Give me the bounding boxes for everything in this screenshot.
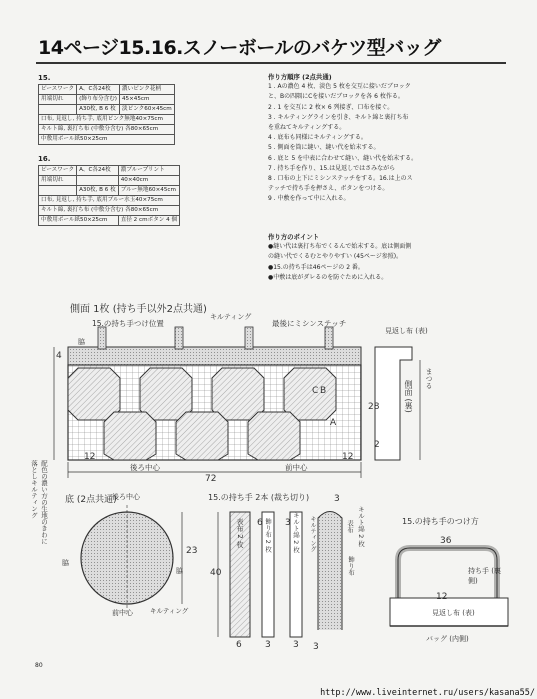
cell: 40×40cm xyxy=(118,175,179,185)
dim-2: 2 xyxy=(374,440,380,450)
attach-dim-12: 12 xyxy=(436,592,448,602)
step-line: 1 . Aの濃色 4 枚、淡色 5 枚を交互に接いだブロック xyxy=(268,83,411,91)
last-stitch-label: 最後にミシンステッチ xyxy=(272,319,347,328)
cell: 口布, 見返し, 持ち手, 底用ピンク無地40×75cm xyxy=(39,114,175,124)
cell: A30枚, B 6 枚 xyxy=(77,104,120,114)
cell: A、C各24枚 xyxy=(77,166,119,176)
step-line: を重ねてキルティングする。 xyxy=(268,124,346,132)
attach-heading: 15.の持ち手のつけ方 xyxy=(402,517,479,526)
dim-3c: 3 xyxy=(334,494,340,504)
handle-assembled xyxy=(318,512,342,631)
cell: 直径 2 cmボタン 4 個 xyxy=(118,215,179,225)
dim-28: 28 xyxy=(368,402,380,412)
waki-label: 脇 xyxy=(78,338,85,346)
attach-handle-back: 持ち手 (裏側) xyxy=(468,567,501,585)
cell: 用端切れ xyxy=(39,175,77,185)
step-line: 3 . キルティングラインを引き、キルト綿と裏打ち布 xyxy=(268,113,409,121)
dim-3e: 3 xyxy=(313,642,319,652)
snowball-block xyxy=(212,368,264,420)
cell: 中敷用ボール紙50×25cm xyxy=(39,134,175,144)
handle-tab xyxy=(245,327,253,349)
snowball-block xyxy=(140,368,192,420)
side-heading: 側面 1枚 (持ち手以外2点共通) xyxy=(70,304,207,315)
handle-kiruto2: キルト綿 2 枚 xyxy=(357,506,365,547)
dim-3b: 3 xyxy=(293,640,299,650)
step-line: 9 . 中敷を作って中に入れる。 xyxy=(268,195,350,203)
handle-omote: 表布 2 枚 xyxy=(236,518,244,548)
block-b-label: B xyxy=(320,386,327,396)
cell: 口布, 見返し, 持ち手, 底用ブルー水玉40×75cm xyxy=(39,195,180,205)
step-line: 5 . 側面を筒に縫い、縫い代を始末する。 xyxy=(268,144,380,152)
handle-tab xyxy=(98,327,106,349)
bottom-front-center: 前中心 xyxy=(112,609,133,617)
attach-facing-label: 見返し布 (表) xyxy=(432,609,475,617)
source-url[interactable]: http://www.liveinternet.ru/users/kasana55/ xyxy=(320,688,535,698)
cell: ブルー無地60×45cm xyxy=(118,185,179,195)
dim-36: 36 xyxy=(440,536,452,546)
handle-kazari: 飾り布 2 枚 xyxy=(264,518,272,553)
handle-tab xyxy=(325,327,333,349)
section-16-label: 16. xyxy=(38,155,51,163)
step-line: と、Bの四隅にCを接いだブロックを各 6 枚作る。 xyxy=(268,93,404,101)
bottom-heading: 底 (2点共通) xyxy=(65,495,117,505)
point-line: ●中敷は底がダレるのを防ぐために入れる。 xyxy=(268,273,388,281)
dim-40: 40 xyxy=(210,568,222,578)
dim-6b: 6 xyxy=(257,518,263,528)
side-note-2: 落としキルティング xyxy=(30,460,38,519)
bottom-waki-right: 脇 xyxy=(176,567,183,575)
cell: (飾り布分含む) xyxy=(77,94,120,104)
bottom-quilting: キルティング xyxy=(150,607,189,615)
dim-23: 23 xyxy=(186,546,198,556)
section-15-label: 15. xyxy=(38,74,51,82)
block-c-label: C xyxy=(312,386,319,396)
cell: 濃ブループリント xyxy=(118,166,179,176)
step-line: 4 . 底布も同様にキルティングする。 xyxy=(268,134,367,142)
bottom-waki-left: 脇 xyxy=(62,559,69,567)
dim-4: 4 xyxy=(56,351,62,361)
cell: 中敷用ボール紙50×25cm xyxy=(39,215,119,225)
cell: 45×45cm xyxy=(120,94,175,104)
dim-72: 72 xyxy=(205,474,217,484)
page-number: 80 xyxy=(35,662,43,669)
cell: ピースワーク xyxy=(39,166,77,176)
point-line: ●縫い代は裏打ち布でくるんで始末する。底は側面側 xyxy=(268,243,412,251)
steps-heading: 作り方順序 (2点共通) xyxy=(268,73,332,81)
handle-kazari2: 飾り布 xyxy=(347,556,355,576)
attach-bag-inside: バッグ (内側) xyxy=(426,635,469,643)
points-heading: 作り方のポイント xyxy=(268,233,320,241)
side-note-1: 配色の濃い方の生地のきわに xyxy=(40,460,48,545)
point-line: の縫い代でくるむとやりやすい (45ページ参照)。 xyxy=(268,253,403,261)
handle-heading: 15.の持ち手 2本 (裁ち切り) xyxy=(208,493,310,502)
cell: 用端切れ xyxy=(39,94,77,104)
handle-position-label: 15.の持ち手つけ位置 xyxy=(92,319,164,328)
wrap-label: まつる xyxy=(425,368,433,389)
block-a-label: A xyxy=(330,418,337,428)
step-line: 7 . 持ち手を作り、15.は見返しではさみながら xyxy=(268,164,396,172)
page-title: 14ページ15.16.スノーボールのバケツ型バッグ xyxy=(38,37,441,59)
cell: 淡ピンク60×45cm xyxy=(120,104,175,114)
dim-6: 6 xyxy=(236,640,242,650)
step-line: 2 . 1 を交互に 2 枚× 6 列接ぎ、口布を接ぐ。 xyxy=(268,103,394,111)
top-band xyxy=(68,347,361,365)
cell: キルト綿, 裏打ち布 (中敷分含む) 各80×65cm xyxy=(39,124,175,134)
cell: A30枚, B 6 枚 xyxy=(77,185,119,195)
handle-quilting: キルティング xyxy=(309,516,316,552)
back-center-label: 後ろ中心 xyxy=(130,463,160,472)
front-center-label: 前中心 xyxy=(285,463,308,472)
facing-label: 見返し布 (表) xyxy=(385,327,428,335)
side-back-label: 側面 (裏) xyxy=(404,380,413,413)
handle-omote2: 表布 xyxy=(346,520,354,533)
snowball-block xyxy=(176,412,228,460)
quilting-label: キルティング xyxy=(210,313,252,321)
cell: A、C各24枚 xyxy=(77,85,120,95)
snowball-block xyxy=(104,412,156,460)
step-line: 8 . 口布の上下にミシンステッチをする。16.は上のス xyxy=(268,175,413,183)
bottom-back-center: 後ろ中心 xyxy=(112,493,140,501)
cell: キルト綿, 裏打ち布 (中敷分含む) 各80×65cm xyxy=(39,205,180,215)
snowball-block xyxy=(68,368,120,420)
dim-12-left: 12 xyxy=(84,452,96,462)
point-line: ●15.の持ち手は46ページの 2 番。 xyxy=(268,263,364,271)
snowball-block xyxy=(284,368,336,420)
dim-12-right: 12 xyxy=(342,452,354,462)
cell: 濃いピンク花柄 xyxy=(120,85,175,95)
snowball-block xyxy=(248,412,300,460)
handle-kiruto: キルト綿 2 枚 xyxy=(292,512,300,553)
handle-tab xyxy=(175,327,183,349)
dim-3d: 3 xyxy=(285,518,291,528)
dim-3a: 3 xyxy=(265,640,271,650)
cell: ピースワーク xyxy=(39,85,77,95)
step-line: テッチで持ち手を押さえ、ボタンをつける。 xyxy=(268,185,389,193)
step-line: 6 . 底と 5 を中表に合わせて縫い、縫い代を始末する。 xyxy=(268,154,418,162)
